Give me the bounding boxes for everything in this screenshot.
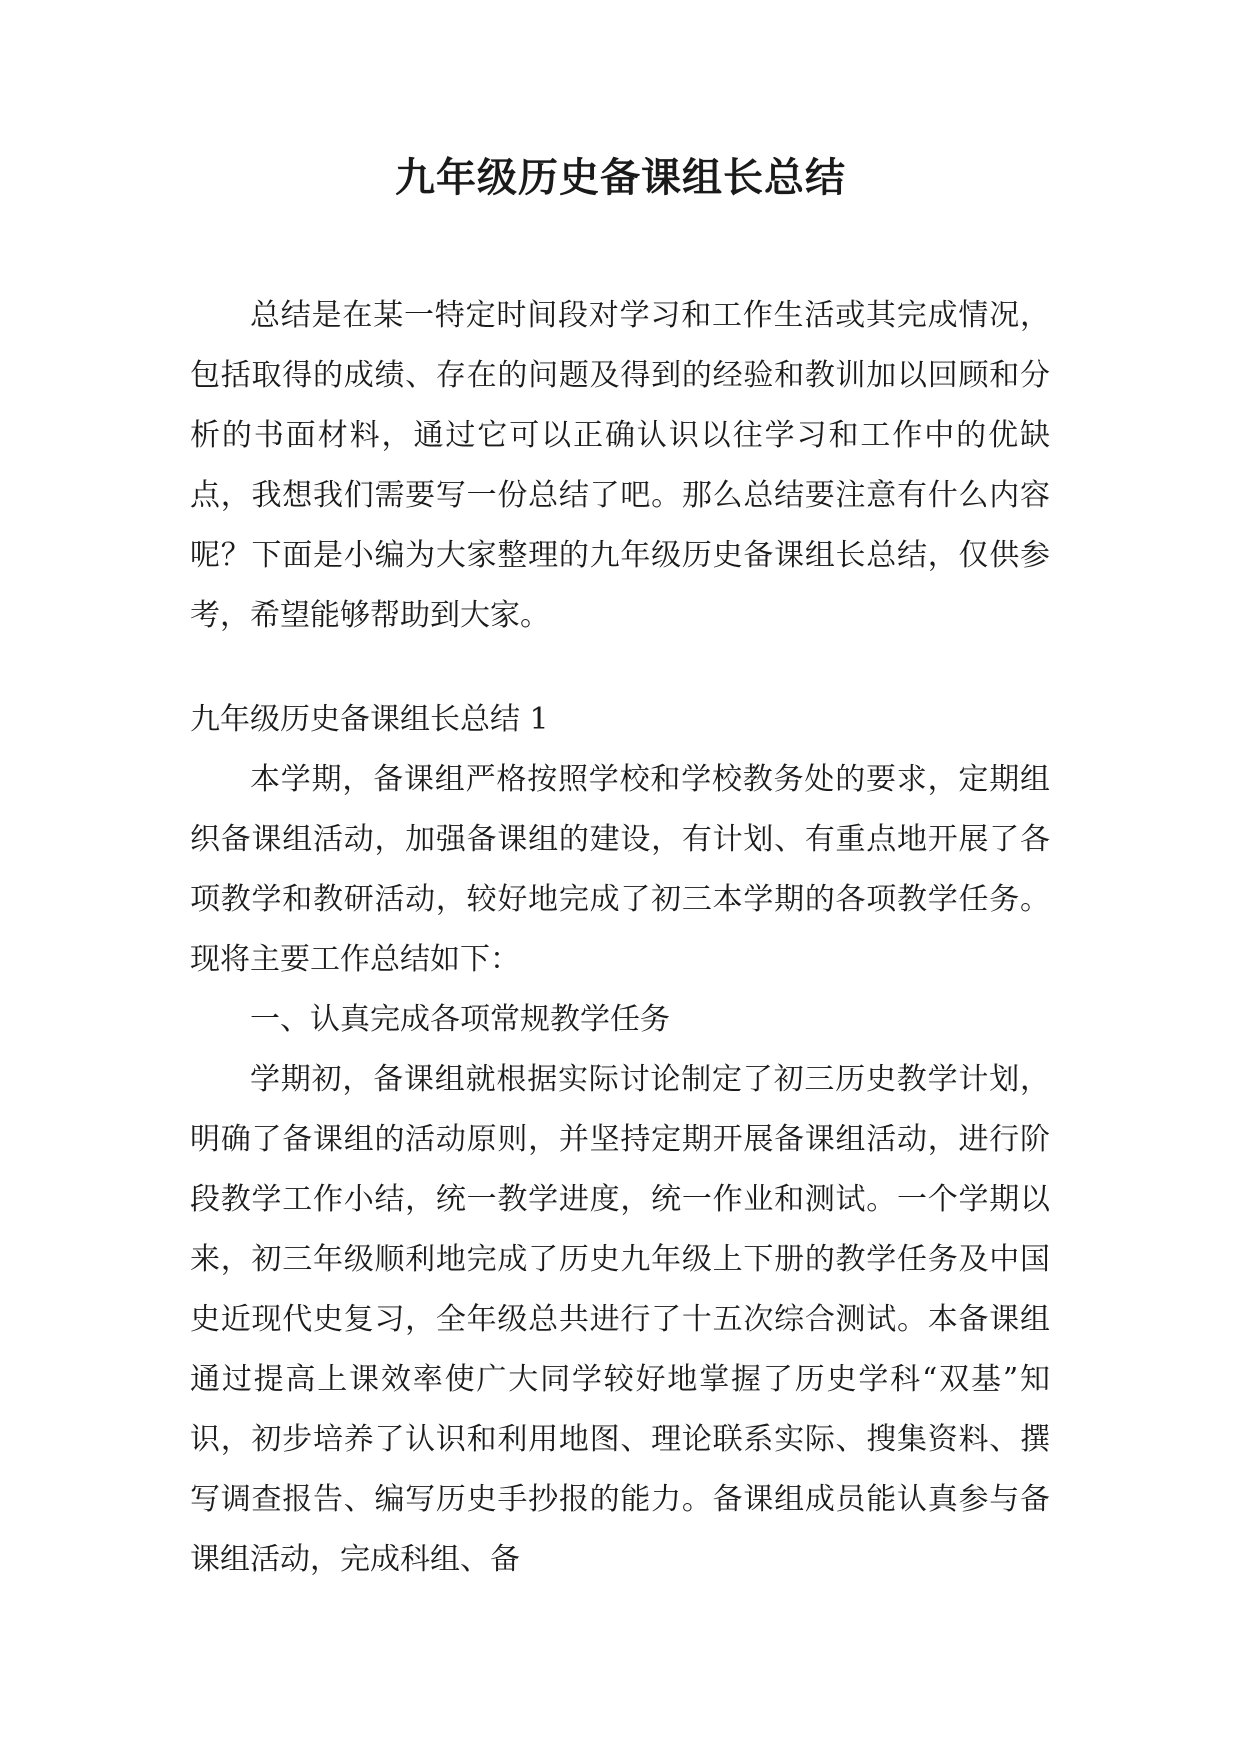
intro-block [190,286,1050,646]
section-1 [190,690,1050,1590]
paragraph-2: 学期初，备课组就根据实际讨论制定了初三历史教学计划，明确了备课组的活动原则，并坚持定期开展备课组活动，进行阶段教学工作小结，统一教学进度，统一作业和测试。一个学期以来，初三年级顺利地完成了历史九年级上下册的教学任务及中国史近现代史复习，全年级总共进行了十五次综合测试。本备课组通过提高上课效率使广大同学较好地掌握了历史学科“双基”知识，初步培养了认识和利用地图、理论联系实际、搜集资料、撰写调查报告、编写历史手抄报的能力。备课组成员能认真参与备课组活动，完成科组、备 [190,1062,1050,1577]
paragraph-1: 本学期，备课组严格按照学校和学校教务处的要求，定期组织备课组活动，加强备课组的建设，有计划、有重点地开展了各项教学和教研活动，较好地完成了初三本学期的各项教学任务。现将主要工作总结如下： [190,762,1050,977]
section-heading: 九年级历史备课组长总结 1 [190,702,549,737]
document-title: 九年级历史备课组长总结 [395,154,846,201]
intro-paragraph: 总结是在某一特定时间段对学习和工作生活或其完成情况，包括取得的成绩、存在的问题及得到的经验和教训加以回顾和分析的书面材料，通过它可以正确认识以往学习和工作中的优缺点，我想我们需要写一份总结了吧。那么总结要注意有什么内容呢？下面是小编为大家整理的九年级历史备课组长总结，仅供参考，希望能够帮助到大家。 [190,298,1050,633]
subheading-1: 一、认真完成各项常规教学任务 [250,1002,670,1037]
